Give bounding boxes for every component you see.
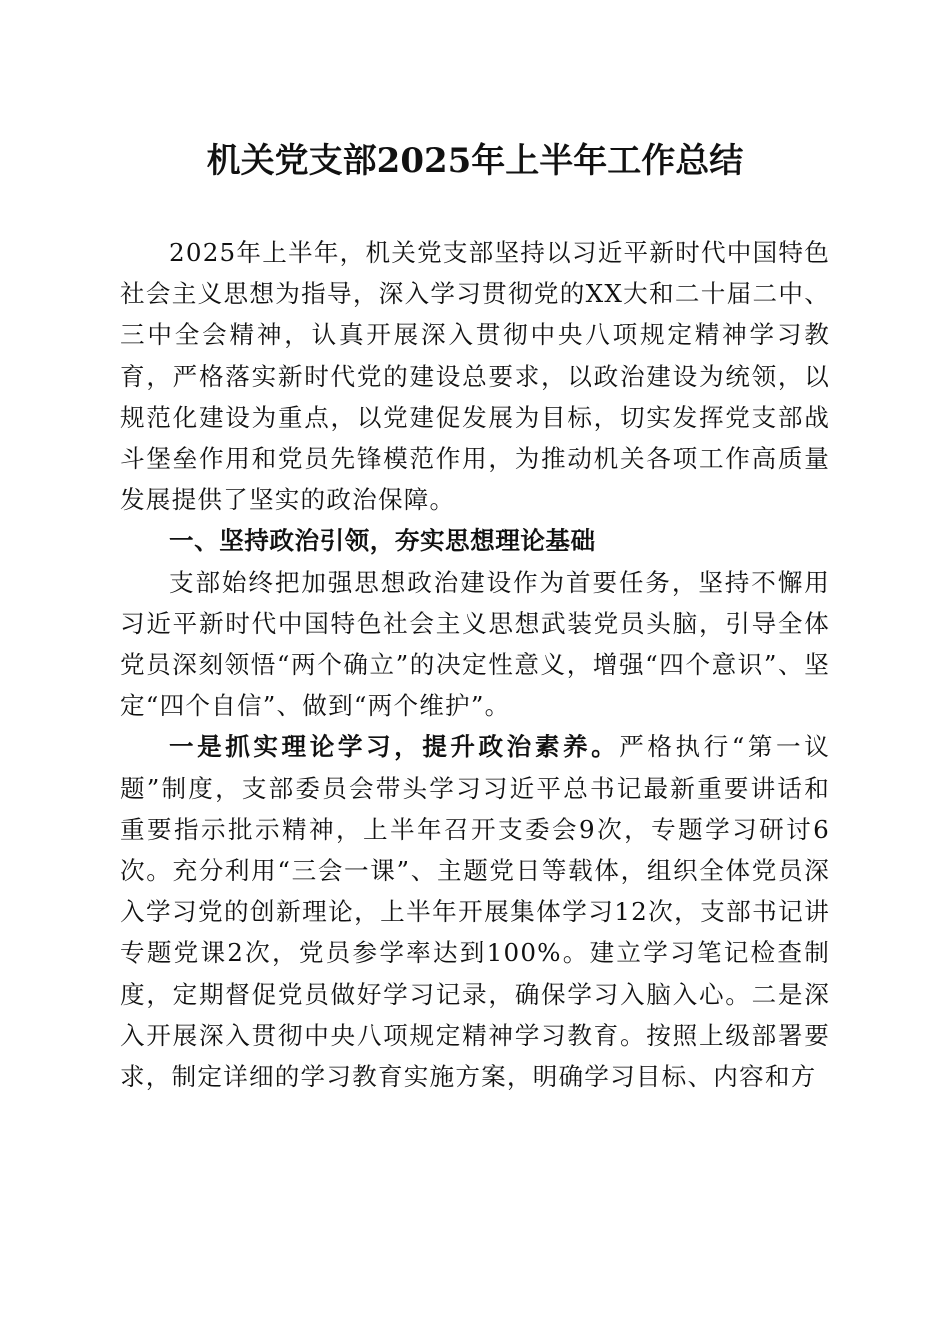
section-heading-1: 一、坚持政治引领，夯实思想理论基础 — [169, 526, 596, 556]
document-body — [120, 232, 830, 1097]
paragraph-body-text: 严格执行“第一议题”制度，支部委员会带头学习习近平总书记最新重要讲话和重要指示批示精神，上半年召开支委会9次，专题学习研讨6次。充分利用“三会一课”、主题党日等载体，组织全体党员深入学习党的创新理论，上半年开展集体学习12次，支部书记讲专题党课2次，党员参学率达到100%。建立学习笔记检查制度，定期督促党员做好学习记录，确保学习入脑入心。二是深入开展深入贯彻中央八项规定精神学习教育。按照上级部署要求，制定详细的学习教育实施方案，明确学习目标、内容和方 — [120, 732, 830, 1092]
intro-paragraph: 2025年上半年，机关党支部坚持以习近平新时代中国特色社会主义思想为指导，深入学习贯彻党的XX大和二十届二中、三中全会精神，认真开展深入贯彻中央八项规定精神学习教育，严格落实新时代党的建设总要求，以政治建设为统领，以规范化建设为重点，以党建促发展为目标，切实发挥党支部战斗堡垒作用和党员先锋模范作用，为推动机关各项工作高质量发展提供了坚实的政治保障。 — [120, 238, 830, 515]
paragraph-lead-phrase: 一是抓实理论学习，提升政治素养。 — [169, 732, 620, 762]
document-title: 机关党支部2025年上半年工作总结 — [206, 141, 744, 181]
section-1-paragraph-2 — [120, 726, 830, 1097]
section-1-paragraph-1: 支部始终把加强思想政治建设作为首要任务，坚持不懈用习近平新时代中国特色社会主义思想武装党员头脑，引导全体党员深刻领悟“两个确立”的决定性意义，增强“四个意识”、坚定“四个自信”、做到“两个维护”。 — [120, 567, 830, 721]
